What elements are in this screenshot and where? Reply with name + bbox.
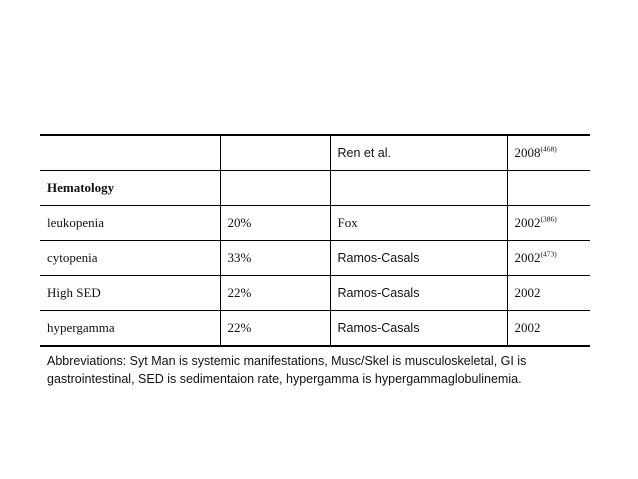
author-text: Fox [337, 215, 358, 230]
table-cell [220, 276, 330, 311]
table-cell [330, 276, 507, 311]
table-cell [330, 241, 507, 276]
table-cell [220, 171, 330, 206]
table-cell [330, 311, 507, 347]
percent-text: 22% [227, 320, 252, 335]
percent-text: 33% [227, 250, 252, 265]
table-row [40, 206, 590, 241]
percent-text: 20% [227, 215, 252, 230]
table-cell [220, 241, 330, 276]
table-cell [330, 206, 507, 241]
header-row [40, 135, 590, 171]
table-cell [507, 241, 590, 276]
table-cell [40, 206, 220, 241]
table-cell [40, 311, 220, 347]
feature-text: leukopenia [47, 215, 105, 230]
year-text: 2002 [514, 215, 541, 230]
table-cell [220, 311, 330, 347]
feature-text: hypergamma [47, 320, 115, 335]
abbreviations-footnote: Abbreviations: Syt Man is systemic manifestations, Musc/Skel is musculoskeletal, GI is gastrointestinal, SED is sedimentaion rate, hypergamma is hypergammaglobulinemia. [47, 354, 527, 386]
table-row [40, 241, 590, 276]
table-row [40, 276, 590, 311]
table-cell [507, 171, 590, 206]
section-heading [40, 171, 220, 206]
table-cell [507, 206, 590, 241]
author-text: Ramos-Casals [337, 251, 420, 265]
author-text: Ramos-Casals [337, 286, 420, 300]
table-cell [507, 276, 590, 311]
year-text: 2002 [514, 285, 541, 300]
data-table [40, 134, 590, 347]
author-text: Ren et al. [337, 146, 392, 160]
table-cell [220, 135, 330, 171]
section-heading-text: Hematology [47, 180, 115, 195]
percent-text: 22% [227, 285, 252, 300]
year-text: 2008 [514, 145, 541, 160]
table-cell [330, 171, 507, 206]
year-text: 2002 [514, 320, 541, 335]
table-cell [507, 311, 590, 347]
table-cell [507, 135, 590, 171]
table-cell [40, 276, 220, 311]
table-row [40, 311, 590, 347]
citation-superscript: (468) [540, 144, 557, 154]
feature-text: cytopenia [47, 250, 98, 265]
table-cell [330, 135, 507, 171]
table-cell [40, 135, 220, 171]
table-cell [220, 206, 330, 241]
table-cell [40, 241, 220, 276]
feature-text: High SED [47, 285, 101, 300]
year-text: 2002 [514, 250, 541, 265]
author-text: Ramos-Casals [337, 321, 420, 335]
section-row-hematology [40, 171, 590, 206]
citation-superscript: (386) [540, 214, 557, 224]
citation-superscript: (473) [540, 249, 557, 259]
